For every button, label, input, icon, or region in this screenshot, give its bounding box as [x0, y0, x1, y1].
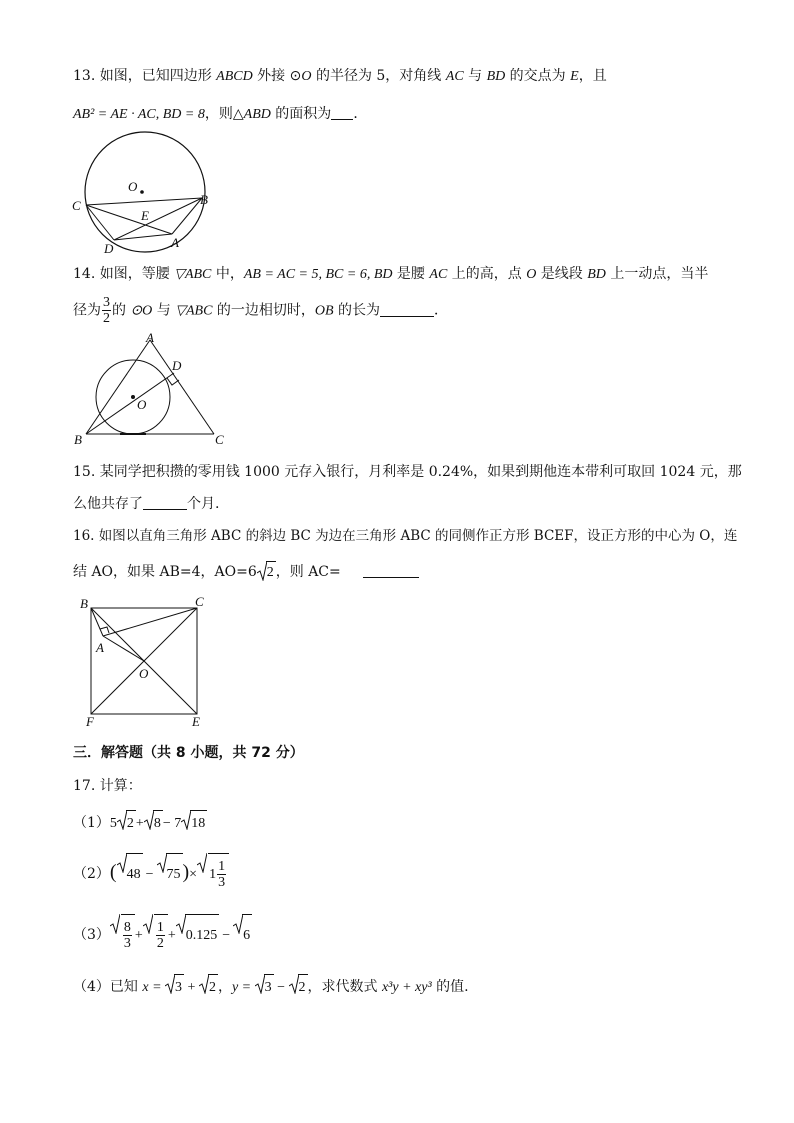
paren: ) — [182, 861, 190, 883]
q13-label-A: A — [171, 235, 179, 250]
fraction — [217, 859, 226, 890]
operator: − 7 — [162, 816, 182, 831]
radicand: 2 — [266, 561, 276, 583]
q14-math: O — [526, 267, 537, 282]
q13-circle — [85, 132, 205, 252]
q13-label-B: B — [200, 192, 208, 207]
sqrt — [110, 914, 135, 956]
q13-math: BD — [486, 69, 506, 84]
radicand: 2 — [298, 974, 308, 1000]
q14-answer-blank[interactable] — [380, 302, 434, 317]
fraction-numerator: 3 — [103, 295, 110, 310]
sqrt — [289, 974, 308, 1000]
q14-math: OB — [314, 303, 334, 319]
q14-condition: AB = AC = 5, BC = 6, BD — [243, 267, 393, 282]
q14-text: 是线段 — [536, 266, 588, 282]
radicand: 3 — [174, 974, 184, 1000]
radicand: 48 — [126, 853, 143, 895]
q13-text: ，且 — [578, 68, 607, 84]
sqrt — [144, 810, 163, 836]
q13-text: 与 — [463, 68, 487, 84]
q17-part3 — [73, 914, 252, 956]
q17-text: ，求代数式 — [307, 979, 382, 995]
q14-label-A: A — [146, 330, 154, 345]
radicand — [121, 914, 135, 956]
q16-text: 结 AO，如果 AB=4，AO=6 — [73, 564, 257, 580]
q17-text: ， — [217, 979, 232, 995]
sqrt — [165, 974, 184, 1000]
operator: + — [134, 928, 143, 943]
q14-text: 的 — [112, 302, 131, 319]
q17-text: 17. 计算： — [73, 778, 142, 794]
q14-text: 与 — [152, 302, 176, 319]
q16-label-B: B — [80, 596, 88, 611]
q13-answer-blank[interactable] — [331, 105, 353, 120]
part-label: （1） — [73, 815, 110, 831]
q14-label-B: B — [74, 432, 82, 447]
sqrt — [157, 853, 183, 895]
q15-line2 — [73, 494, 219, 514]
q14-text: 的长为 — [333, 302, 380, 319]
q13-text: 的交点为 — [505, 68, 571, 84]
section-title: 三．解答题（共 8 小题，共 72 分） — [73, 745, 304, 761]
q13-text: 的半径为 5，对角线 — [311, 68, 446, 84]
operator: − — [145, 867, 154, 882]
q13-center-dot — [140, 190, 144, 194]
q14-text: 中， — [211, 266, 244, 282]
q14-text: 是腰 — [392, 266, 430, 282]
fraction-denominator: 3 — [123, 936, 131, 952]
q17-part2 — [73, 852, 229, 895]
q14-text: 14. 如图，等腰 — [73, 266, 175, 282]
q14-triangle — [86, 340, 214, 434]
radicand: 6 — [242, 914, 252, 956]
q16-line2 — [73, 561, 419, 583]
q14-fraction — [102, 295, 111, 326]
q16-square — [91, 608, 197, 714]
q13-text: 外接 — [252, 68, 290, 84]
q15-answer-blank[interactable] — [143, 495, 187, 510]
radicand: 0.125 — [185, 914, 220, 956]
sqrt — [199, 974, 218, 1000]
q13-math: ABD — [243, 107, 271, 122]
q13-label-E: E — [141, 208, 149, 223]
q13-math: E — [570, 69, 579, 84]
circle-symbol: ⊙ — [289, 69, 302, 84]
coefficient: 5 — [109, 816, 117, 831]
q14-math: AC — [429, 267, 448, 282]
fraction-numerator: 8 — [123, 920, 131, 936]
fraction-denominator: 2 — [103, 311, 110, 326]
sqrt — [143, 914, 168, 956]
paren: ( — [109, 861, 117, 883]
q14-label-D: D — [172, 358, 182, 373]
q14-label-C: C — [215, 432, 224, 447]
q16-label-A: A — [96, 640, 104, 655]
fraction-numerator: 1 — [156, 920, 164, 936]
radicand: 3 — [264, 974, 274, 1000]
fraction-numerator: 1 — [218, 859, 226, 875]
q17-part4 — [73, 974, 469, 1000]
part-label: （2） — [73, 866, 110, 882]
q17-part1 — [73, 810, 207, 836]
q14-math: ▽ABC — [174, 267, 212, 282]
fraction-denominator: 2 — [156, 936, 164, 952]
q16-label-F: F — [86, 714, 94, 729]
operator: − — [273, 980, 289, 995]
q14-figure — [70, 330, 240, 448]
variable: y = — [231, 980, 255, 995]
radicand: 2 — [208, 974, 218, 1000]
q14-text: 的一边相切时， — [212, 302, 315, 319]
sqrt — [117, 810, 136, 836]
q16-label-O: O — [139, 666, 149, 681]
q16-label-E: E — [192, 714, 200, 729]
q13-math: AC — [445, 69, 464, 84]
q13-label-O: O — [128, 179, 138, 194]
part-label: （3） — [73, 927, 110, 943]
q16-text: 16. 如图以直角三角形 ABC 的斜边 BC 为边在三角形 ABC 的同侧作正方形 BCEF，设正方形的中心为 O，连 — [73, 528, 738, 544]
radicand — [208, 853, 229, 895]
q13-line1 — [73, 66, 607, 87]
q14-label-O: O — [137, 397, 147, 412]
q15-text: 么他共存了 — [73, 496, 143, 512]
radicand: 2 — [126, 810, 136, 836]
operator: − — [222, 928, 231, 943]
q13-math: ABCD — [216, 69, 253, 84]
operator: + — [184, 980, 199, 995]
q16-text: ，则 AC= — [275, 564, 341, 580]
q14-line2 — [73, 295, 448, 326]
part-label: （4）已知 — [73, 979, 143, 995]
q17-text: 的值. — [431, 979, 469, 995]
q14-line1 — [73, 264, 708, 285]
fraction-denominator: 3 — [218, 875, 226, 891]
q16-answer-blank[interactable] — [363, 563, 419, 578]
operator: + — [135, 816, 144, 831]
q13-text: 13. 如图，已知四边形 — [73, 68, 217, 84]
radicand: 8 — [153, 810, 163, 836]
q15-line1 — [73, 462, 742, 482]
q13-label-D: D — [104, 241, 114, 255]
q14-math: BD — [587, 267, 606, 282]
q16-label-C: C — [195, 594, 204, 609]
q13-condition: AB² = AE · AC, BD = 8 — [73, 107, 205, 122]
q14-text: ． — [434, 302, 448, 319]
q15-text: 15. 某同学把积攒的零用钱 1000 元存入银行，月利率是 0.24%，如果到期他连本带利可取回 1024 元，那 — [73, 464, 742, 480]
sqrt — [197, 853, 229, 895]
sqrt — [233, 914, 252, 956]
q14-text: 上一动点，当半 — [605, 266, 709, 282]
mixed-whole: 1 — [209, 867, 217, 882]
variable: x = — [142, 980, 166, 995]
operator: + — [167, 928, 176, 943]
q14-center-dot — [131, 395, 135, 399]
q14-math: ⊙O — [130, 303, 153, 319]
radicand: 18 — [190, 810, 207, 836]
q14-text: 上的高，点 — [447, 266, 527, 282]
fraction — [156, 920, 165, 951]
q15-text: 个月. — [187, 496, 220, 512]
q13-text: ． — [353, 106, 368, 122]
q14-math: ▽ABC — [175, 303, 213, 319]
fraction — [123, 920, 132, 951]
sqrt — [176, 914, 220, 956]
section-heading — [73, 743, 304, 763]
radicand — [154, 914, 168, 956]
radicand: 75 — [166, 853, 183, 895]
sqrt — [117, 853, 143, 895]
q16-figure — [76, 592, 216, 732]
sqrt — [255, 974, 274, 1000]
q13-line2 — [73, 104, 367, 125]
q14-text: 径为 — [73, 302, 101, 319]
q13-text: ，则△ — [204, 106, 244, 122]
q13-figure — [70, 130, 220, 255]
q16-line1 — [73, 526, 737, 546]
q13-label-C: C — [72, 198, 81, 213]
sqrt — [181, 810, 207, 836]
q13-text: 的面积为 — [270, 106, 332, 122]
operator: × — [189, 867, 198, 882]
expression: x³y + xy³ — [381, 980, 432, 995]
sqrt — [257, 561, 276, 583]
q13-math: O — [301, 69, 312, 84]
q17-title — [73, 776, 142, 796]
